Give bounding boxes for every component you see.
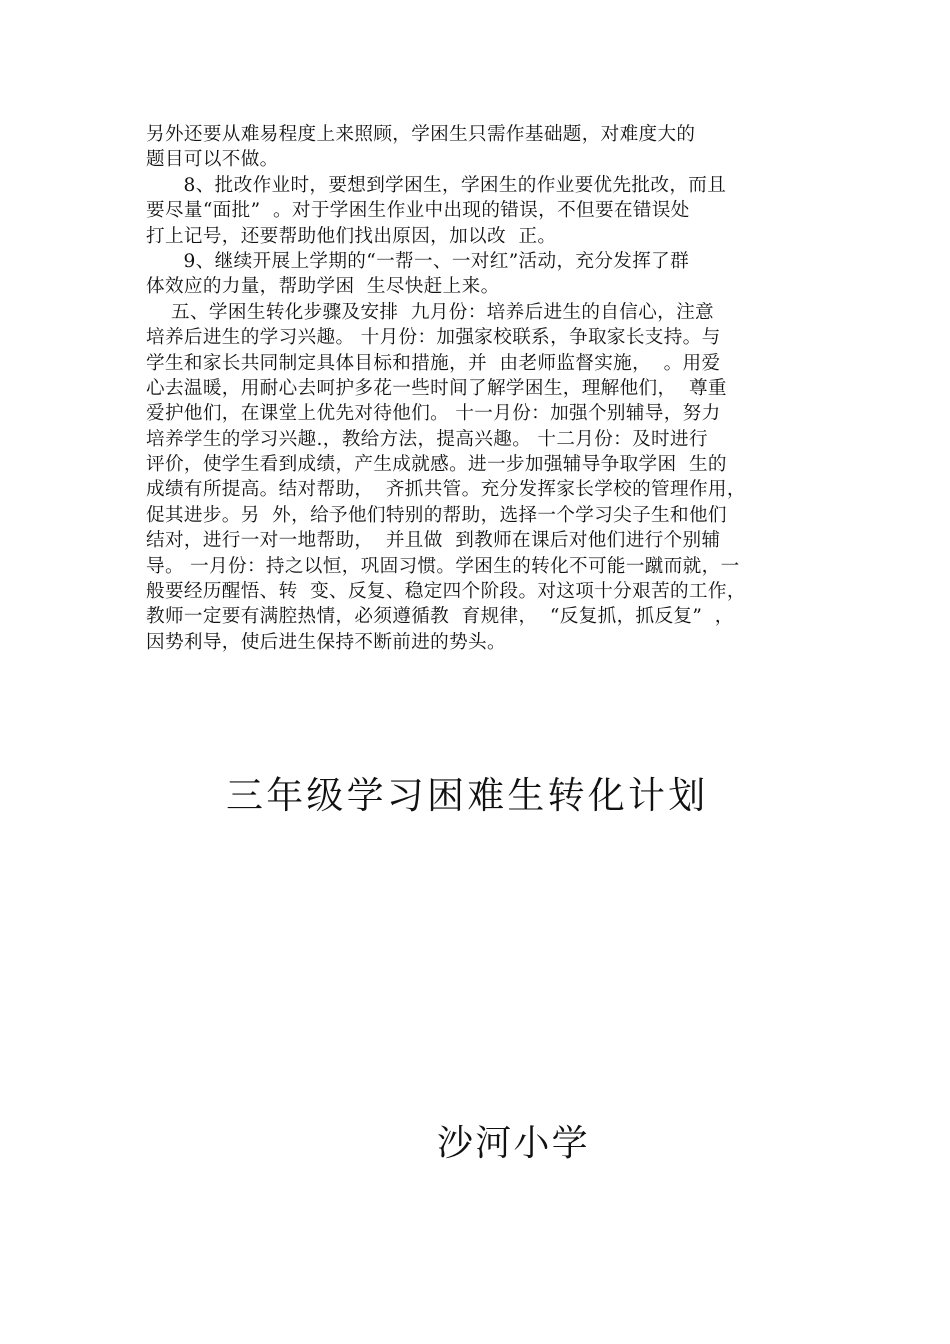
text-line: 成绩有所提高。结对帮助， 齐抓共管。充分发挥家长学校的管理作用， — [146, 479, 746, 501]
text-line: 评价，使学生看到成绩，产生成就感。进一步加强辅导争取学困 生的 — [146, 454, 727, 476]
text-line: 心去温暖，用耐心去呵护多花一些时间了解学困生，理解他们， 尊重 — [146, 377, 727, 399]
text-line: 教师一定要有满腔热情，必须遵循教 育规律， “反复抓，抓反复” ， — [146, 606, 734, 628]
text-line: 促其进步。另 外，给予他们特别的帮助，选择一个学习尖子生和他们 — [146, 504, 727, 526]
text-line: 导。 一月份：持之以恒，巩固习惯。学困生的转化不可能一蹴而就，一 — [146, 555, 740, 577]
body-text — [146, 122, 822, 655]
text-line: 结对，进行一对一地帮助， 并且做 到教师在课后对他们进行个别辅 — [146, 530, 721, 552]
text-line: 爱护他们，在课堂上优先对待他们。 十一月份：加强个别辅导，努力 — [146, 403, 721, 425]
text-line: 体效应的力量，帮助学困 生尽快赶上来。 — [146, 276, 500, 298]
text-line: 要尽量“面批” 。对于学困生作业中出现的错误，不但要在错误处 — [146, 200, 690, 222]
text-line: 题目可以不做。 — [146, 149, 279, 171]
text-line: 培养学生的学习兴趣.，教给方法，提高兴趣。 十二月份：及时进行 — [146, 428, 708, 450]
text-line: 8、批改作业时，要想到学困生，学困生的作业要优先批改，而且 — [146, 174, 727, 196]
text-line: 9、继续开展上学期的“一帮一、一对红”活动，充分发挥了群 — [146, 250, 690, 272]
text-line: 培养后进生的学习兴趣。 十月份：加强家校联系，争取家长支持。与 — [146, 327, 721, 349]
text-line: 打上记号，还要帮助他们找出原因，加以改 正。 — [146, 225, 557, 247]
text-line: 五、学困生转化步骤及安排 九月份：培养后进生的自信心，注意 — [146, 301, 714, 323]
text-line: 因势利导，使后进生保持不断前进的势头。 — [146, 631, 506, 653]
text-line: 另外还要从难易程度上来照顾，学困生只需作基础题，对难度大的 — [146, 124, 696, 145]
text-line: 般要经历醒悟、转 变、反复、稳定四个阶段。对这项十分艰苦的工作， — [146, 581, 746, 603]
document-title: 三年级学习困难生转化计划 — [226, 774, 709, 817]
text-line: 学生和家长共同制定具体目标和措施，并 由老师监督实施， 。用爱 — [146, 352, 721, 374]
school-name: 沙河小学 — [437, 1123, 590, 1164]
